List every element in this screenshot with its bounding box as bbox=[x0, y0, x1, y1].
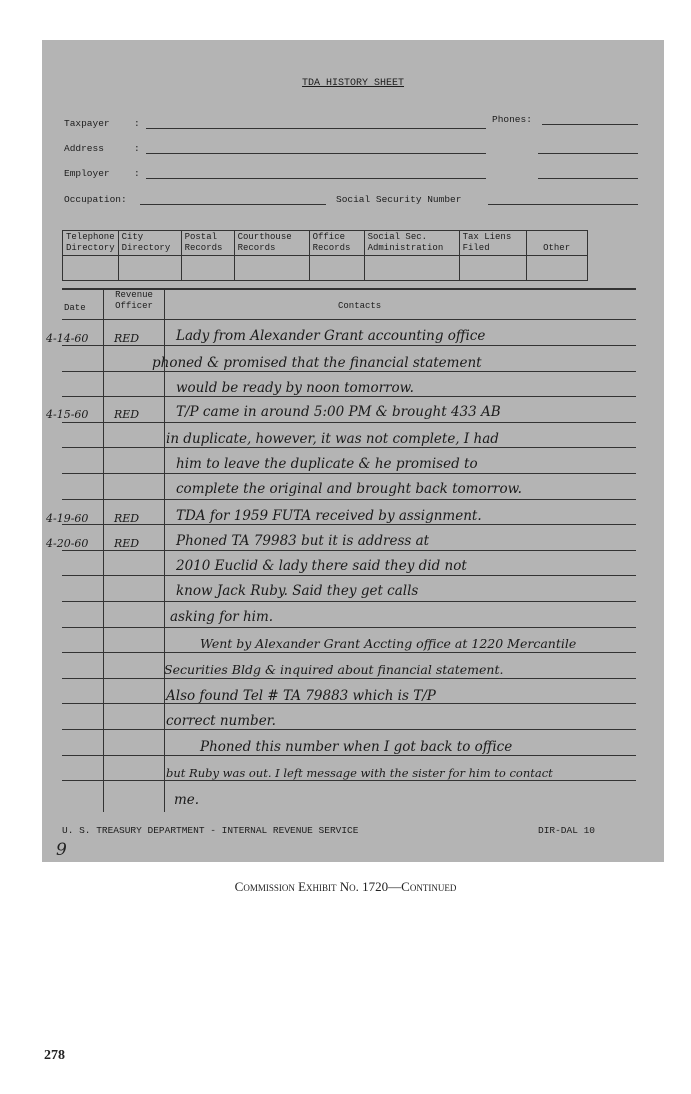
phones-line-3 bbox=[538, 178, 638, 179]
log-row-rule bbox=[62, 550, 636, 551]
log-row-rule bbox=[62, 601, 636, 602]
log-row-rule bbox=[62, 371, 636, 372]
entry-3-date: 4-19-60 bbox=[46, 512, 89, 525]
entry-3-line-1: TDA for 1959 FUTA received by assignment. bbox=[176, 508, 482, 524]
check-other: Other bbox=[526, 231, 587, 256]
log-row-rule bbox=[62, 524, 636, 525]
log-header-officer: Revenue Officer bbox=[115, 290, 153, 311]
log-row-rule bbox=[62, 422, 636, 423]
entry-2-line-4: complete the original and brought back tomorrow. bbox=[176, 481, 522, 497]
entry-4-line-2: 2010 Euclid & lady there said they did not bbox=[176, 558, 467, 574]
log-row-rule bbox=[62, 345, 636, 346]
ssn-label: Social Security Number bbox=[336, 194, 462, 205]
footer-department: U. S. TREASURY DEPARTMENT - INTERNAL REVENUE SERVICE bbox=[62, 825, 359, 836]
entry-4-line-4: asking for him. bbox=[170, 609, 274, 625]
entry-4-date: 4-20-60 bbox=[46, 537, 89, 550]
handwritten-page-mark: 9 bbox=[56, 840, 67, 860]
entry-4-line-10: but Ruby was out. I left message with the sister for him to contact bbox=[166, 766, 553, 780]
check-social-sec-administration: Social Sec. Administration bbox=[364, 231, 459, 256]
entry-4-line-7: Also found Tel # TA 79883 which is T/P bbox=[166, 688, 436, 704]
log-row-rule bbox=[62, 678, 636, 679]
log-row-rule bbox=[62, 499, 636, 500]
log-row-rule bbox=[62, 473, 636, 474]
check-postal-records: Postal Records bbox=[181, 231, 234, 256]
address-colon: : bbox=[134, 143, 140, 154]
entry-1-date: 4-14-60 bbox=[46, 332, 89, 345]
check-cell bbox=[364, 256, 459, 281]
check-cell bbox=[118, 256, 181, 281]
occupation-line bbox=[140, 204, 326, 205]
log-row-rule bbox=[62, 755, 636, 756]
taxpayer-line bbox=[146, 128, 486, 129]
address-line bbox=[146, 153, 486, 154]
records-checked-table bbox=[62, 230, 588, 281]
phones-label: Phones: bbox=[492, 114, 532, 125]
entry-2-line-2: in duplicate, however, it was not complete, I had bbox=[166, 431, 499, 447]
entry-1-officer: RED bbox=[114, 332, 140, 345]
log-row-rule bbox=[62, 447, 636, 448]
entry-4-line-8: correct number. bbox=[166, 713, 276, 729]
entry-4-officer: RED bbox=[114, 537, 140, 550]
employer-line bbox=[146, 178, 486, 179]
check-cell bbox=[234, 256, 309, 281]
exhibit-caption: Commission Exhibit No. 1720—Continued bbox=[234, 879, 457, 894]
log-row-rule bbox=[62, 319, 636, 320]
log-row-rule bbox=[62, 652, 636, 653]
entry-4-line-3: know Jack Ruby. Said they get calls bbox=[176, 583, 419, 599]
entry-4-line-5: Went by Alexander Grant Accting office at 1220 Mercantile bbox=[200, 636, 577, 651]
check-office-records: Office Records bbox=[309, 231, 364, 256]
check-telephone-directory: Telephone Directory bbox=[63, 231, 119, 256]
check-courthouse-records: Courthouse Records bbox=[234, 231, 309, 256]
tda-history-sheet bbox=[42, 40, 664, 862]
taxpayer-colon: : bbox=[134, 118, 140, 129]
entry-2-officer: RED bbox=[114, 408, 140, 421]
employer-label: Employer bbox=[64, 168, 110, 179]
check-cell bbox=[181, 256, 234, 281]
employer-colon: : bbox=[134, 168, 140, 179]
form-title: TDA HISTORY SHEET bbox=[301, 78, 405, 89]
taxpayer-label: Taxpayer bbox=[64, 118, 110, 129]
entry-2-line-1: T/P came in around 5:00 PM & brought 433 AB bbox=[176, 404, 501, 420]
phones-line-1 bbox=[542, 124, 638, 125]
log-header-contacts: Contacts bbox=[338, 301, 382, 311]
entry-3-officer: RED bbox=[114, 512, 140, 525]
check-city-directory: City Directory bbox=[118, 231, 181, 256]
check-cell bbox=[309, 256, 364, 281]
entry-1-line-2: phoned & promised that the financial statement bbox=[152, 355, 482, 371]
address-label: Address bbox=[64, 143, 104, 154]
log-row-rule bbox=[62, 729, 636, 730]
log-row-rule bbox=[62, 396, 636, 397]
entry-4-line-6: Securities Bldg & inquired about financial statement. bbox=[164, 662, 504, 677]
ssn-line bbox=[488, 204, 638, 205]
phones-line-2 bbox=[538, 153, 638, 154]
check-tax-liens-filed: Tax Liens Filed bbox=[459, 231, 526, 256]
entry-4-line-1: Phoned TA 79983 but it is address at bbox=[176, 533, 430, 549]
check-cell bbox=[526, 256, 587, 281]
entry-2-date: 4-15-60 bbox=[46, 408, 89, 421]
footer-form-number: DIR-DAL 10 bbox=[538, 825, 596, 836]
log-row-rule bbox=[62, 627, 636, 628]
entry-1-line-3: would be ready by noon tomorrow. bbox=[176, 380, 414, 396]
log-row-rule bbox=[62, 780, 636, 781]
log-header-date: Date bbox=[64, 303, 86, 313]
occupation-label: Occupation: bbox=[64, 194, 127, 205]
entry-4-line-11: me. bbox=[174, 792, 200, 808]
page-number: 278 bbox=[44, 1048, 65, 1063]
entry-1-line-1: Lady from Alexander Grant accounting office bbox=[176, 328, 486, 344]
log-row-rule bbox=[62, 575, 636, 576]
entry-2-line-3: him to leave the duplicate & he promised to bbox=[176, 456, 478, 472]
check-cell bbox=[63, 256, 119, 281]
check-cell bbox=[459, 256, 526, 281]
entry-4-line-9: Phoned this number when I got back to office bbox=[200, 739, 513, 755]
